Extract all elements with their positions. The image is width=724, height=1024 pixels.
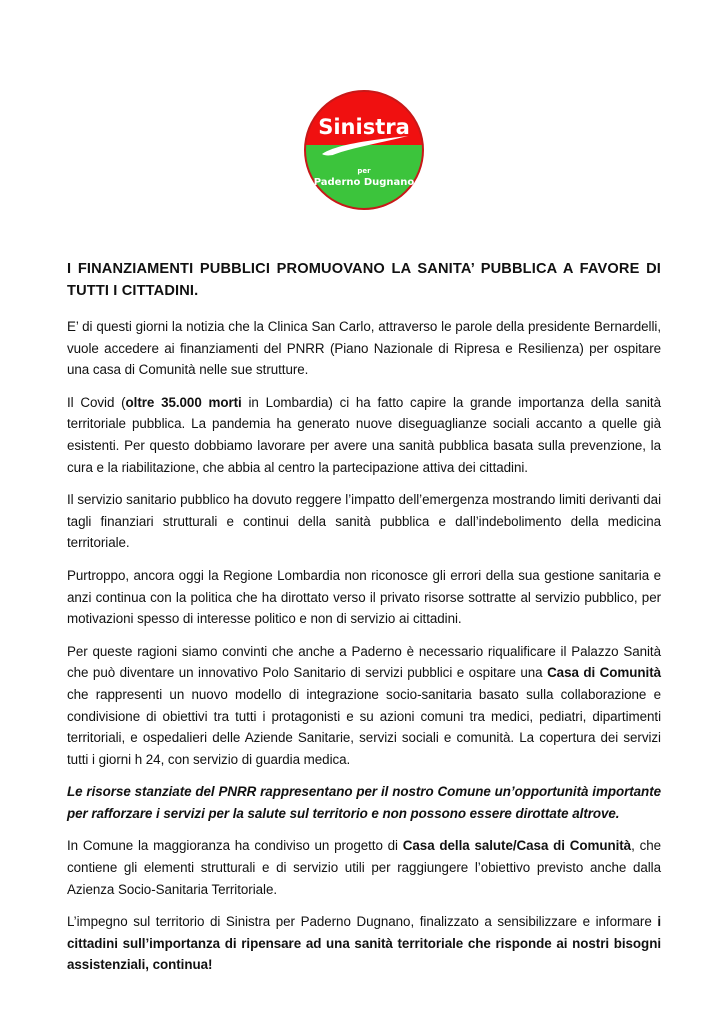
paragraph-7-post: , che contiene gli elementi strutturali e di servizio utili per raggiungere l’obiettivo previsto anche dalla Azienza Socio-Sanitaria Territoriale. [67,838,662,897]
paragraph-2-bold: oltre 35.000 morti [125,394,242,410]
party-logo [302,88,426,212]
paragraph-2 [67,392,661,478]
paragraph-4: Purtroppo, ancora oggi la Regione Lombardia non riconosce gli errori della sua gestione sanitaria e anzi continua con la politica che ha dirottato verso il privato risorse sottratte al servizio pubblico, per motivazioni spesso di interesse politico e non di servizio ai cittadini. [67,567,661,627]
paragraph-8 [67,911,661,976]
paragraph-5-post: che rappresenti un nuovo modello di integrazione socio-sanitaria basato sulla collaborazione e condivisione di obiettivi tra tutti i protagonisti e su azioni comuni tra medici, pediatri, dipartimenti territoriali, e ospedalieri delle Aziende Sanitarie, servizi sociali e comunità. La copertura dei servizi tutti i giorni h 24, con servizio di guardia medica. [67,686,661,767]
paragraph-2-pre: Il Covid ( [67,394,126,410]
logo-per: per [357,167,371,175]
paragraph-5 [67,641,661,771]
paragraph-8-bold: i cittadini sull’importanza di ripensare ad una sanità territoriale che risponde ai nostri bisogni assistenziali, continua! [67,914,661,973]
paragraph-5-pre: Per queste ragioni siamo convinti che anche a Paderno è necessario riqualificare il Palazzo Sanità che può diventare un innovativo Polo Sanitario di servizi pubblici e ospitare una [67,643,661,681]
paragraph-3: Il servizio sanitario pubblico ha dovuto reggere l’impatto dell’emergenza mostrando limiti derivanti dai tagli finanziari strutturali e continui della sanità pubblica e dall’indebolimento della medicina territoriale. [67,492,661,551]
paragraph-7-bold: Casa della salute/Casa di Comunità [402,838,632,854]
paragraph-1: E’ di questi giorni la notizia che la Clinica San Carlo, attraverso le parole della presidente Bernardelli, vuole accedere ai finanziamenti del PNRR (Piano Nazionale di Ripresa e Resilienza) per ospitare una casa di Comunità nelle sue strutture. [67,319,661,378]
paragraph-6-highlight: Le risorse stanziate del PNRR rappresentano per il nostro Comune un’opportunità importante per rafforzare i servizi per la salute sul territorio e non possono essere dirottate altrove. [67,784,661,821]
paragraph-5-bold: Casa di Comunità [547,665,662,681]
paragraph-7-pre: In Comune la maggioranza ha condiviso un progetto di [67,838,403,854]
logo-emblem-icon [302,88,426,212]
logo-subtitle: Paderno Dugnano [313,177,415,188]
document-body [67,258,661,987]
paragraph-2-post: in Lombardia) ci ha fatto capire la grande importanza della sanità territoriale pubblica. La pandemia ha generato nuove diseguaglianze sociali accanto a quelle già esistenti. Per questo dobbiamo lavorare per avere una sanità pubblica basata sulla prevenzione, la cura e la riabilitazione, che abbia al centro la partecipazione attiva dei cittadini. [67,394,661,475]
paragraph-8-pre: L’impegno sul territorio di Sinistra per Paderno Dugnano, finalizzato a sensibilizzare e informare [67,914,658,930]
paragraph-7 [67,835,661,900]
document-title: I FINANZIAMENTI PUBBLICI PROMUOVANO LA SANITA’ PUBBLICA A FAVORE DI TUTTI I CITTADINI. [67,261,661,299]
logo-title: Sinistra [318,115,410,139]
